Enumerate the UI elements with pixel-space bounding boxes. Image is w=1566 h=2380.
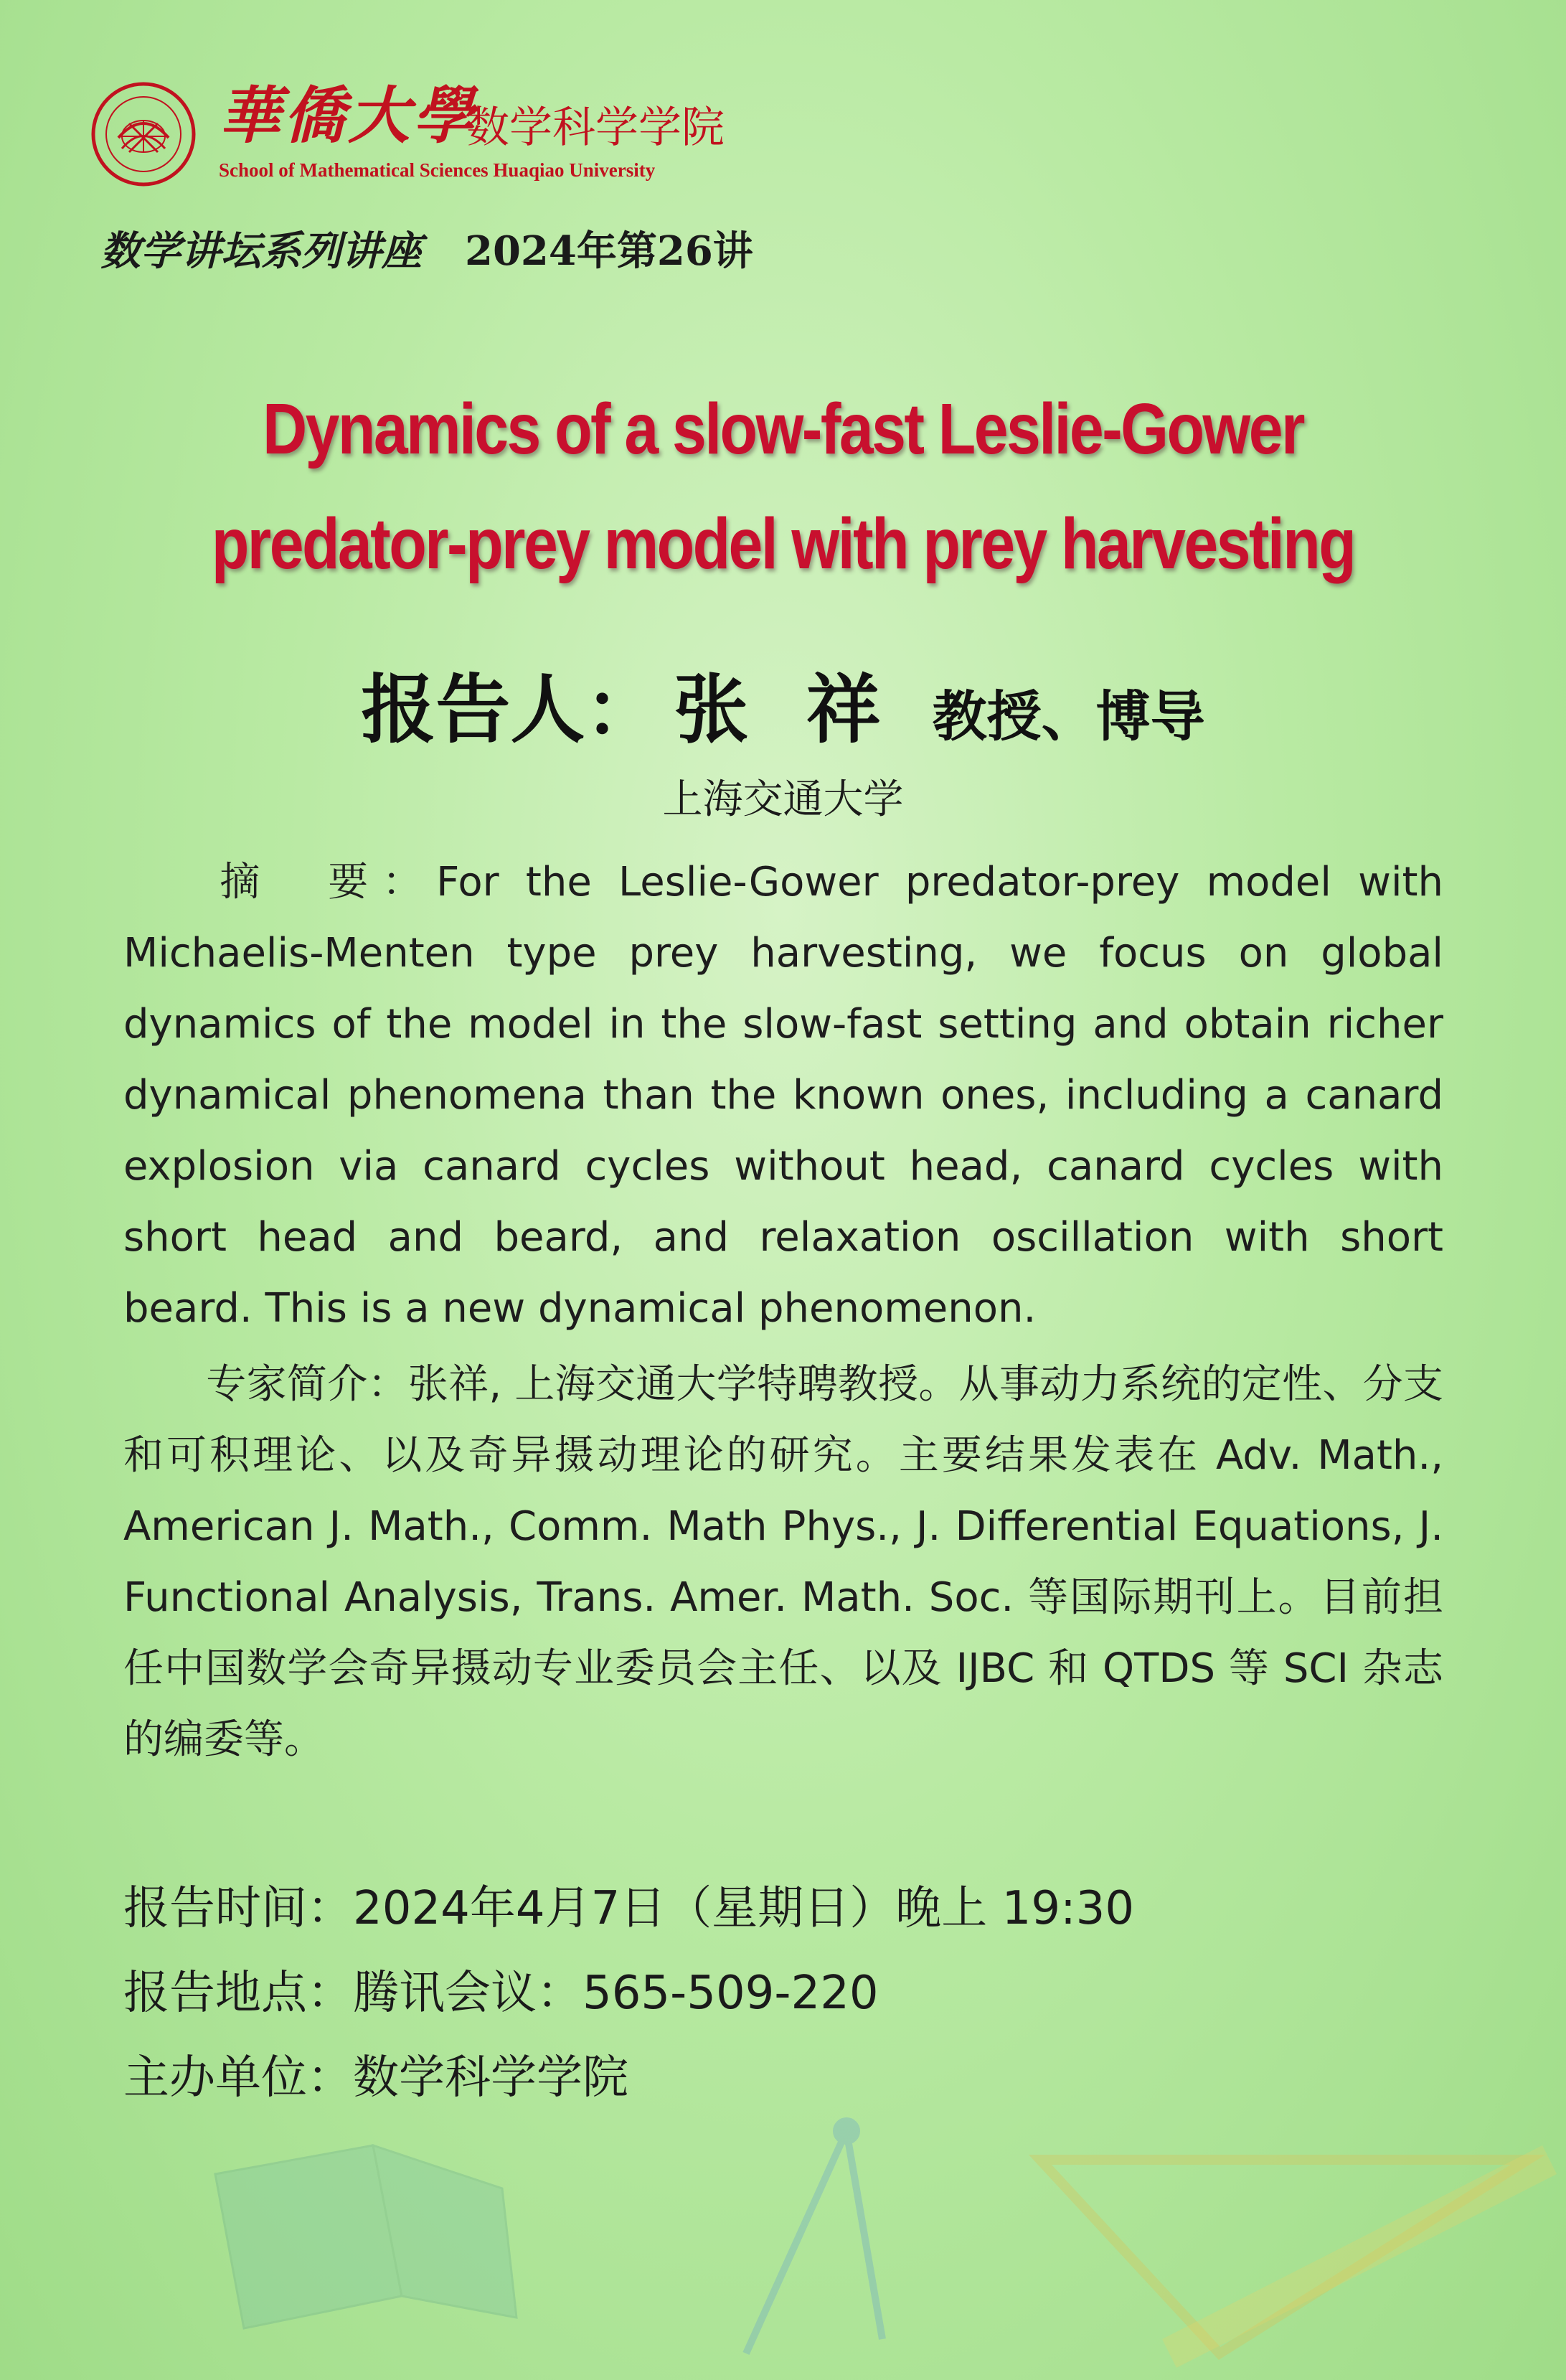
talk-place <box>123 1965 879 2022</box>
ruler-icon <box>1162 2145 1557 2368</box>
university-seal-logo <box>90 80 197 188</box>
school-name-en: School of Mathematical Sciences Huaqiao University <box>219 159 656 181</box>
abstract-text: For the Leslie-Gower predator-prey model with Michaelis-Menten type prey harvesting, we focus on global dynamics of the model in the slow-fast setting and obtain richer dynamical phenomena than the known ones, including a canard explosion via canard cycles without head, canard cycles with short head and beard, and relaxation oscillation with short beard. This is a new dynamical phenomenon. <box>123 859 1443 1332</box>
series-number: 2024年第26讲 <box>465 227 753 275</box>
host-label: 主办单位： <box>123 2051 353 2104</box>
open-book-icon <box>215 2145 517 2328</box>
speaker-name: 张 祥 <box>674 666 897 753</box>
speaker-affiliation: 上海交通大学 <box>662 776 904 823</box>
bio-paragraph <box>123 1349 1443 1775</box>
place-value: 腾讯会议：565-509-220 <box>353 1967 879 2020</box>
lecture-series <box>100 220 753 277</box>
time-label: 报告时间： <box>123 1882 353 1935</box>
talk-time <box>123 1880 1134 1937</box>
university-name-cn: 華僑大學 <box>219 80 477 152</box>
bio-label: 专家简介： <box>206 1361 408 1408</box>
talk-title-line2: predator-prey model with prey harvesting <box>211 504 1355 584</box>
place-label: 报告地点： <box>123 1967 353 2020</box>
stationery-illustration <box>0 2081 1566 2380</box>
bio-text: 张祥, 上海交通大学特聘教授。从事动力系统的定性、分支和可积理论、以及奇异摄动理论的研究。主要结果发表在 Adv. Math., American J. Math., Comm. Math Phys., J. Differential Equations, J. Functional Analysis, Trans. Amer. Math. Soc. 等国际期刊上。目前担任中国数学会奇异摄动专业委员会主任、以及 IJBC 和 QTDS 等 SCI 杂志的编委等。 <box>123 1361 1444 1763</box>
set-square-icon <box>1040 2160 1528 2353</box>
talk-title-line1: Dynamics of a slow-fast Leslie-Gower <box>263 389 1303 469</box>
speaker-titles: 教授、博导 <box>932 685 1205 748</box>
series-name: 数学讲坛系列讲座 <box>100 227 422 275</box>
compass-icon <box>746 2121 882 2353</box>
speaker-label: 报告人： <box>361 666 660 753</box>
school-name-cn: 数学科学学院 <box>466 103 725 153</box>
talk-title <box>110 372 1456 601</box>
abstract-label: 摘 要： <box>206 859 437 906</box>
speaker-line <box>0 649 1566 757</box>
time-value: 2024年4月7日（星期日）晚上 19:30 <box>353 1882 1135 1935</box>
host-value: 数学科学学院 <box>353 2051 628 2104</box>
abstract-paragraph <box>123 847 1443 1344</box>
